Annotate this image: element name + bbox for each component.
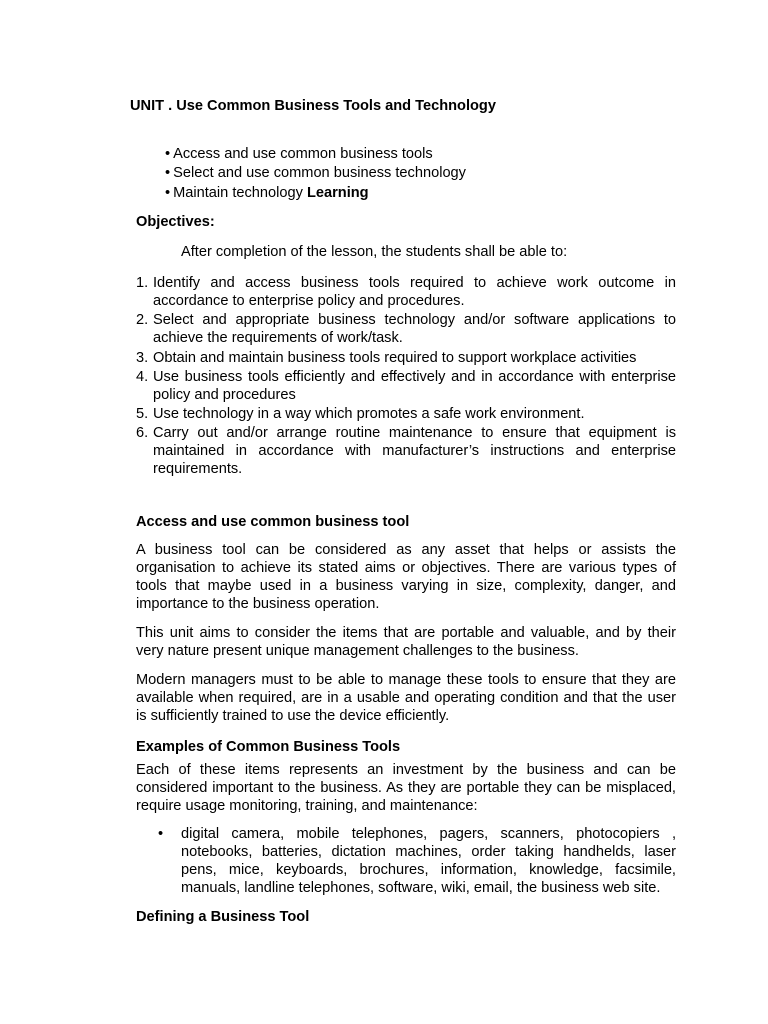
topic-item	[165, 145, 466, 164]
section-heading-defining: Defining a Business Tool	[136, 909, 310, 925]
objectives-heading: Objectives:	[136, 214, 215, 230]
paragraph: This unit aims to consider the items that are portable and valuable, and by their very nature present unique management challenges to the business.	[136, 625, 676, 659]
section-heading-examples: Examples of Common Business Tools	[136, 739, 401, 755]
objective-number: 4.	[136, 368, 149, 385]
objective-number: 5.	[136, 406, 149, 423]
objective-item	[136, 274, 676, 310]
objective-item	[136, 405, 676, 423]
paragraph: Modern managers must to be able to manage these tools to ensure that they are available when required, are in a usable and operating condition and that the user is sufficiently trained to use the device efficiently.	[136, 672, 676, 724]
paragraph: Each of these items represents an investment by the business and can be considered important to the business. As they are portable they can be misplaced, require usage monitoring, training, and maintenance:	[136, 762, 676, 814]
topic-item	[165, 184, 466, 203]
objective-item	[136, 368, 676, 404]
section-heading-access: Access and use common business tool	[136, 514, 410, 530]
objective-text: Select and appropriate business technology and/or software applications to achieve the requirements of work/task.	[153, 312, 676, 347]
objective-number: 6.	[136, 425, 149, 442]
paragraph: A business tool can be considered as any asset that helps or assists the organisation to achieve its stated aims or objectives. There are various types of tools that maybe used in a business varying in size, complexity, danger, and importance to the business operation.	[136, 542, 676, 612]
topic-item	[165, 164, 466, 183]
topic-bold-suffix: Learning	[306, 184, 369, 201]
unit-topics-list	[165, 145, 466, 203]
objective-number: 1.	[136, 275, 149, 291]
list-item	[158, 825, 676, 897]
objective-text: Identify and access business tools required to achieve work outcome in accordance to enterprise policy and procedures.	[153, 275, 676, 309]
bullet-icon: •	[158, 826, 164, 842]
objective-number: 2.	[136, 312, 149, 329]
topic-text: Maintain technology	[173, 184, 307, 201]
objective-text: Use business tools efficiently and effectively and in accordance with enterprise policy and procedures	[153, 368, 676, 403]
topic-text: Select and use common business technology	[173, 165, 466, 182]
unit-title: UNIT . Use Common Business Tools and Technology	[130, 98, 496, 114]
list-item-text: digital camera, mobile telephones, pagers, scanners, photocopiers , notebooks, batteries, dictation machines, order taking handhelds, laser pens, mice, keyboards, brochures, information, knowledge, facsimile, manuals, landline telephones, software, wiki, email, the business web site.	[181, 826, 676, 896]
objective-item	[136, 349, 676, 367]
objectives-intro: After completion of the lesson, the students shall be able to:	[181, 244, 568, 260]
objective-item	[136, 311, 676, 347]
objective-text: Obtain and maintain business tools required to support workplace activities	[153, 349, 637, 366]
objective-number: 3.	[136, 349, 149, 366]
objective-text: Carry out and/or arrange routine maintenance to ensure that equipment is maintained in accordance with manufacturer’s instructions and enterprise requirements.	[153, 425, 676, 478]
objective-item	[136, 424, 676, 478]
objective-text: Use technology in a way which promotes a safe work environment.	[153, 406, 585, 423]
examples-list	[158, 825, 676, 897]
objectives-list	[136, 274, 676, 480]
topic-text: Access and use common business tools	[173, 146, 433, 162]
